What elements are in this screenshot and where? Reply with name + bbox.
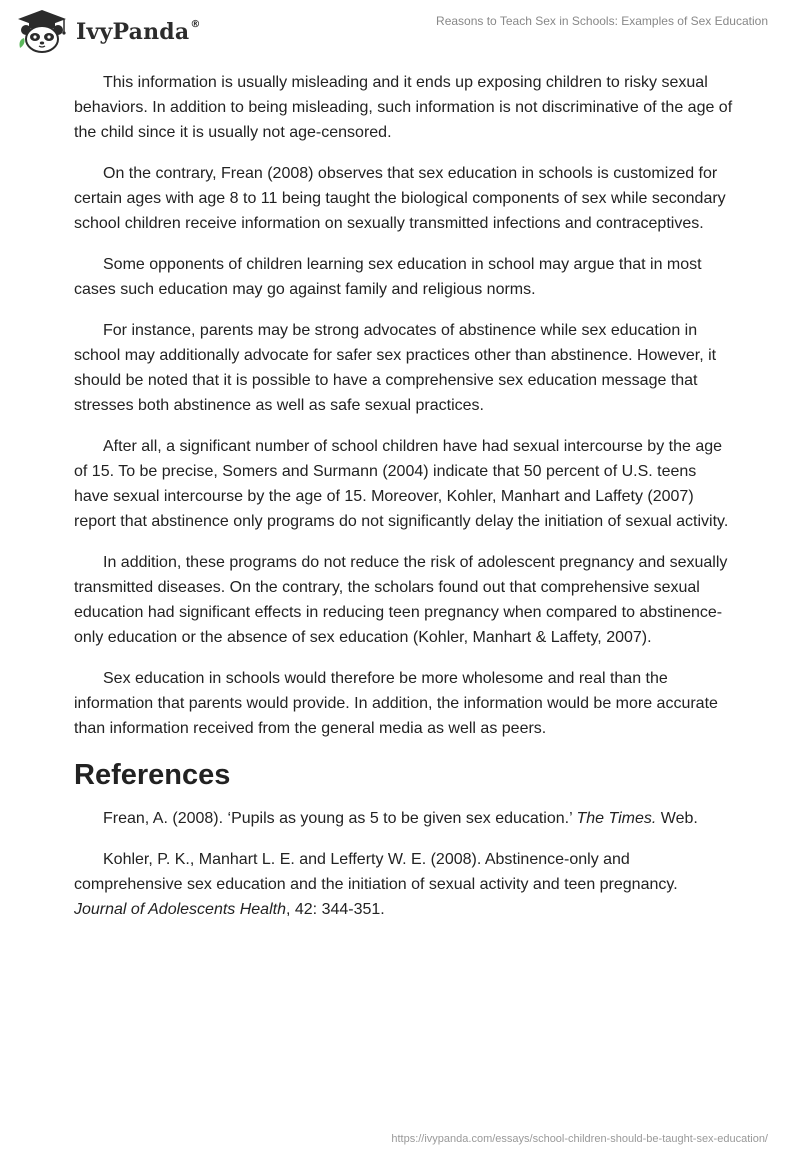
registered-mark: ® [190,18,201,30]
body-paragraph: This information is usually misleading and it ends up exposing children to risky sexual behaviors. In addition to being misleading, such information is not discriminative of the age of the child since it is usually not age-censored. [74,74,733,141]
references-heading: References [74,759,231,791]
body-paragraph: After all, a significant number of school children have had sexual intercourse by the age of 15. To be precise, Somers and Surmann (2004) indicate that 50 percent of U.S. teens have sexual intercourse by the age of 15. Moreover, Kohler, Manhart and Laffety (2007) report that abstinence only programs do not significantly delay the initiation of sexual activity. [74,438,729,530]
body-paragraph: Some opponents of children learning sex education in school may argue that in most cases such education may go against family and religious norms. [74,256,702,298]
source-url-link[interactable]: https://ivypanda.com/essays/school-children-should-be-taught-sex-education/ [391,1133,768,1145]
brand-logo[interactable] [14,8,201,54]
reference-text: Kohler, P. K., Manhart L. E. and Lefferty W. E. (2008). Abstinence-only and comprehensive sex education and the initiation of sexual activity and teen pregnancy. [74,851,678,893]
reference-text: Frean, A. (2008). ‘Pupils as young as 5 to be given sex education.’ [103,810,577,827]
reference-item [74,847,734,922]
body-paragraph: In addition, these programs do not reduce the risk of adolescent pregnancy and sexually transmitted diseases. On the contrary, the scholars found out that comprehensive sexual education had significant effects in reducing teen pregnancy when compared to abstinence-only education or the absence of sex education (Kohler, Manhart & Laffety, 2007). [74,554,728,646]
panda-graduate-icon [14,8,70,54]
reference-source: Journal of Adolescents Health [74,901,286,918]
essay-content [74,70,734,938]
body-paragraph: Sex education in schools would therefore be more wholesome and real than the information that parents would provide. In addition, the information would be more accurate than information received from the general media as well as peers. [74,670,718,737]
document-title: Reasons to Teach Sex in Schools: Examples of Sex Education [436,14,768,28]
body-paragraph: On the contrary, Frean (2008) observes that sex education in schools is customized for certain ages with age 8 to 11 being taught the biological components of sex while secondary school children receive information on sexually transmitted infections and contraceptives. [74,165,726,232]
page-header [0,0,800,62]
reference-source: The Times. [576,810,657,827]
body-paragraph: For instance, parents may be strong advocates of abstinence while sex education in school may additionally advocate for safer sex practices other than abstinence. However, it should be noted that it is possible to have a comprehensive sex education message that stresses both abstinence as well as safe sexual practices. [74,322,717,414]
reference-item [74,806,734,831]
brand-name: IvyPanda® [76,18,201,45]
reference-text: Web. [656,810,698,827]
reference-text: , 42: 344-351. [285,901,385,918]
